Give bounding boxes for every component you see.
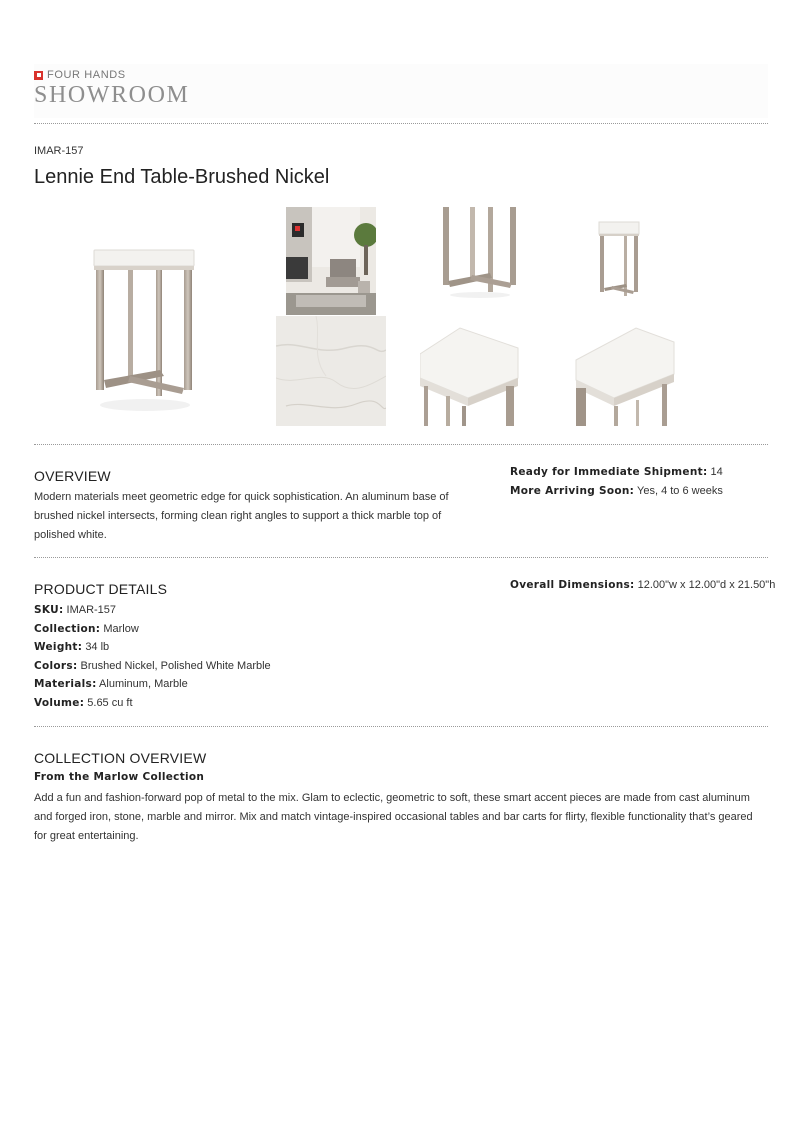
arriving-value: Yes, 4 to 6 weeks bbox=[637, 484, 723, 497]
divider bbox=[34, 557, 768, 558]
detail-value: Marlow bbox=[103, 622, 139, 635]
detail-value: IMAR-157 bbox=[66, 604, 117, 616]
product-sku: IMAR-157 bbox=[34, 145, 84, 157]
dimensions-row bbox=[510, 576, 775, 595]
overview-text: Modern materials meet geometric edge for quick sophistication. An aluminum base of brushed nickel intersects, forming clean right angles to support a thick marble top of polished white. bbox=[34, 491, 449, 541]
detail-label: Collection: bbox=[34, 622, 101, 635]
brand-row bbox=[34, 69, 126, 81]
availability-block bbox=[510, 463, 723, 500]
collection-heading: COLLECTION OVERVIEW bbox=[34, 750, 207, 766]
table-small-photo bbox=[594, 218, 644, 304]
detail-value: 5.65 cu ft bbox=[87, 696, 133, 709]
dimensions-block bbox=[510, 576, 775, 595]
detail-row-weight bbox=[34, 638, 271, 657]
header bbox=[34, 64, 768, 118]
dimensions-label: Overall Dimensions: bbox=[510, 579, 635, 591]
detail-row-volume bbox=[34, 694, 271, 713]
arriving-label: More Arriving Soon: bbox=[510, 484, 635, 497]
details-heading: PRODUCT DETAILS bbox=[34, 581, 168, 597]
collection-subheading: From the Marlow Collection bbox=[34, 771, 205, 783]
shipment-label: Ready for Immediate Shipment: bbox=[510, 466, 708, 478]
detail-label: Colors: bbox=[34, 659, 78, 672]
shipment-value: 14 bbox=[710, 466, 723, 478]
details-list bbox=[34, 601, 271, 713]
detail-label: Volume: bbox=[34, 696, 85, 709]
arriving-row bbox=[510, 482, 723, 501]
divider bbox=[34, 123, 768, 124]
collection-text: Add a fun and fashion-forward pop of metal to the mix. Glam to eclectic, geometric to soft, these smart accent pieces are made from cast aluminum and forged iron, stone, marble and mirror. Mix and match vintage-inspired occasional tables and bar carts for flirty, flexible functionality that’s geared for great entertaining. bbox=[34, 792, 753, 842]
detail-value: Aluminum, Marble bbox=[99, 678, 188, 691]
lifestyle-room-photo bbox=[286, 207, 376, 315]
product-title: Lennie End Table-Brushed Nickel bbox=[34, 166, 330, 188]
detail-row-materials bbox=[34, 675, 271, 694]
detail-row-sku bbox=[34, 601, 271, 620]
detail-value: 34 lb bbox=[85, 641, 110, 654]
detail-value: Brushed Nickel, Polished White Marble bbox=[80, 659, 271, 672]
detail-label: Weight: bbox=[34, 641, 83, 654]
top-corner-photo bbox=[420, 326, 520, 426]
brand-name: FOUR HANDS bbox=[47, 69, 126, 81]
main-table-photo bbox=[80, 230, 210, 420]
brand-subtitle: SHOWROOM bbox=[34, 82, 190, 108]
brand-logo-icon bbox=[34, 71, 43, 80]
marble-texture-photo bbox=[276, 316, 386, 426]
divider bbox=[34, 444, 768, 445]
dimensions-value: 12.00"w x 12.00"d x 21.50"h bbox=[637, 579, 776, 591]
top-angle-photo bbox=[574, 326, 676, 426]
shipment-row bbox=[510, 463, 723, 482]
overview-heading: OVERVIEW bbox=[34, 468, 111, 484]
detail-label: SKU: bbox=[34, 604, 64, 616]
detail-label: Materials: bbox=[34, 678, 97, 691]
detail-row-colors bbox=[34, 657, 271, 676]
detail-row-collection bbox=[34, 620, 271, 639]
base-detail-photo bbox=[440, 207, 520, 299]
divider bbox=[34, 726, 768, 727]
